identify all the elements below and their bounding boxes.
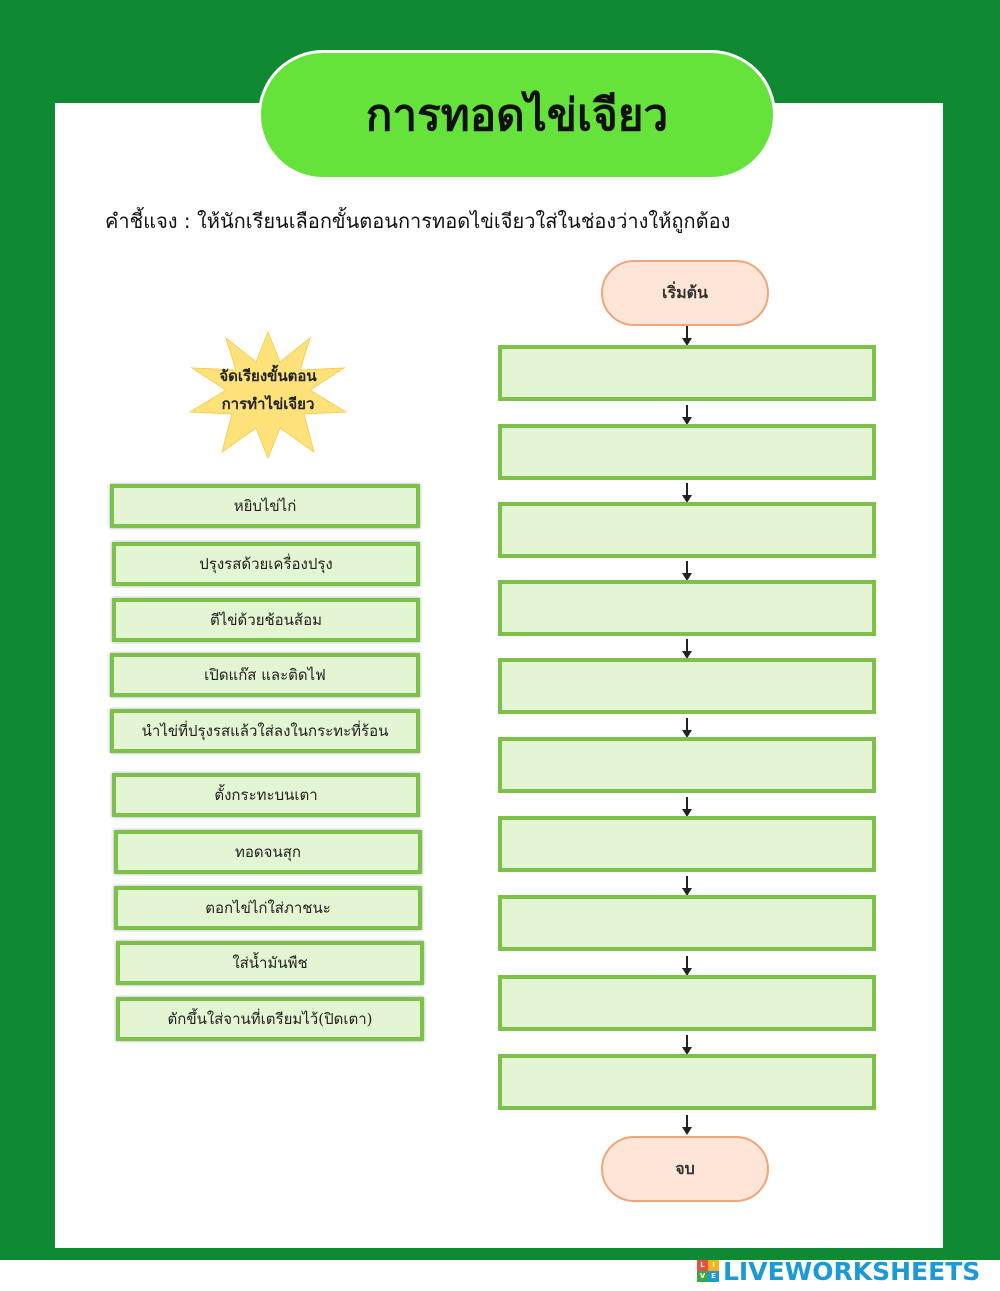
answer-slot[interactable]: [498, 1054, 876, 1110]
liveworksheets-logo: [697, 1258, 980, 1284]
option-box[interactable]: ตักขึ้นใส่จานที่เตรียมไว้(ปิดเตา): [116, 997, 424, 1041]
instruction-text: คำชี้แจง : ให้นักเรียนเลือกขั้นตอนการทอดไข่เจียวใส่ในช่องว่างให้ถูกต้อง: [105, 209, 731, 233]
arrow-down-icon: [680, 561, 694, 581]
badge-text: [188, 362, 348, 418]
answer-slot[interactable]: [498, 502, 876, 558]
end-terminal: จบ: [601, 1136, 769, 1202]
option-box[interactable]: นำไข่ที่ปรุงรสแล้วใส่ลงในกระทะที่ร้อน: [110, 709, 420, 753]
answer-slot[interactable]: [498, 580, 876, 636]
brand-name: LIVEWORKSHEETS: [723, 1256, 981, 1286]
option-box[interactable]: ปรุงรสด้วยเครื่องปรุง: [112, 542, 420, 586]
option-box[interactable]: เปิดแก๊ส และติดไฟ: [110, 653, 420, 697]
answer-slot[interactable]: [498, 737, 876, 793]
arrow-down-icon: [680, 405, 694, 425]
arrow-down-icon: [680, 639, 694, 659]
page-title: การทอดไข่เจียว: [365, 90, 669, 141]
live-logo-icon: L I V E: [697, 1260, 719, 1282]
badge-line-1: จัดเรียงขั้นตอน: [219, 367, 317, 385]
answer-slot[interactable]: [498, 816, 876, 872]
start-terminal: เริ่มต้น: [601, 260, 769, 326]
arrow-down-icon: [680, 1115, 694, 1135]
option-box[interactable]: ใส่น้ำมันพืช: [116, 941, 424, 985]
answer-slot[interactable]: [498, 975, 876, 1031]
answer-slot[interactable]: [498, 658, 876, 714]
arrow-down-icon: [680, 483, 694, 503]
badge-line-2: การทำไข่เจียว: [221, 395, 315, 413]
answer-slot[interactable]: [498, 424, 876, 480]
option-box[interactable]: ตั้งกระทะบนเตา: [112, 773, 420, 817]
arrow-down-icon: [680, 876, 694, 896]
arrow-down-icon: [680, 326, 694, 346]
arrow-down-icon: [680, 718, 694, 738]
option-box[interactable]: ทอดจนสุก: [114, 830, 422, 874]
option-box[interactable]: หยิบไข่ไก่: [110, 484, 420, 528]
title-banner: [258, 50, 776, 180]
arrow-down-icon: [680, 1035, 694, 1055]
option-box[interactable]: ตีไข่ด้วยช้อนส้อม: [112, 598, 420, 642]
answer-slot[interactable]: [498, 895, 876, 951]
arrow-down-icon: [680, 956, 694, 976]
answer-slot[interactable]: [498, 345, 876, 401]
option-box[interactable]: ตอกไข่ไก่ใส่ภาชนะ: [114, 886, 422, 930]
arrow-down-icon: [680, 797, 694, 817]
